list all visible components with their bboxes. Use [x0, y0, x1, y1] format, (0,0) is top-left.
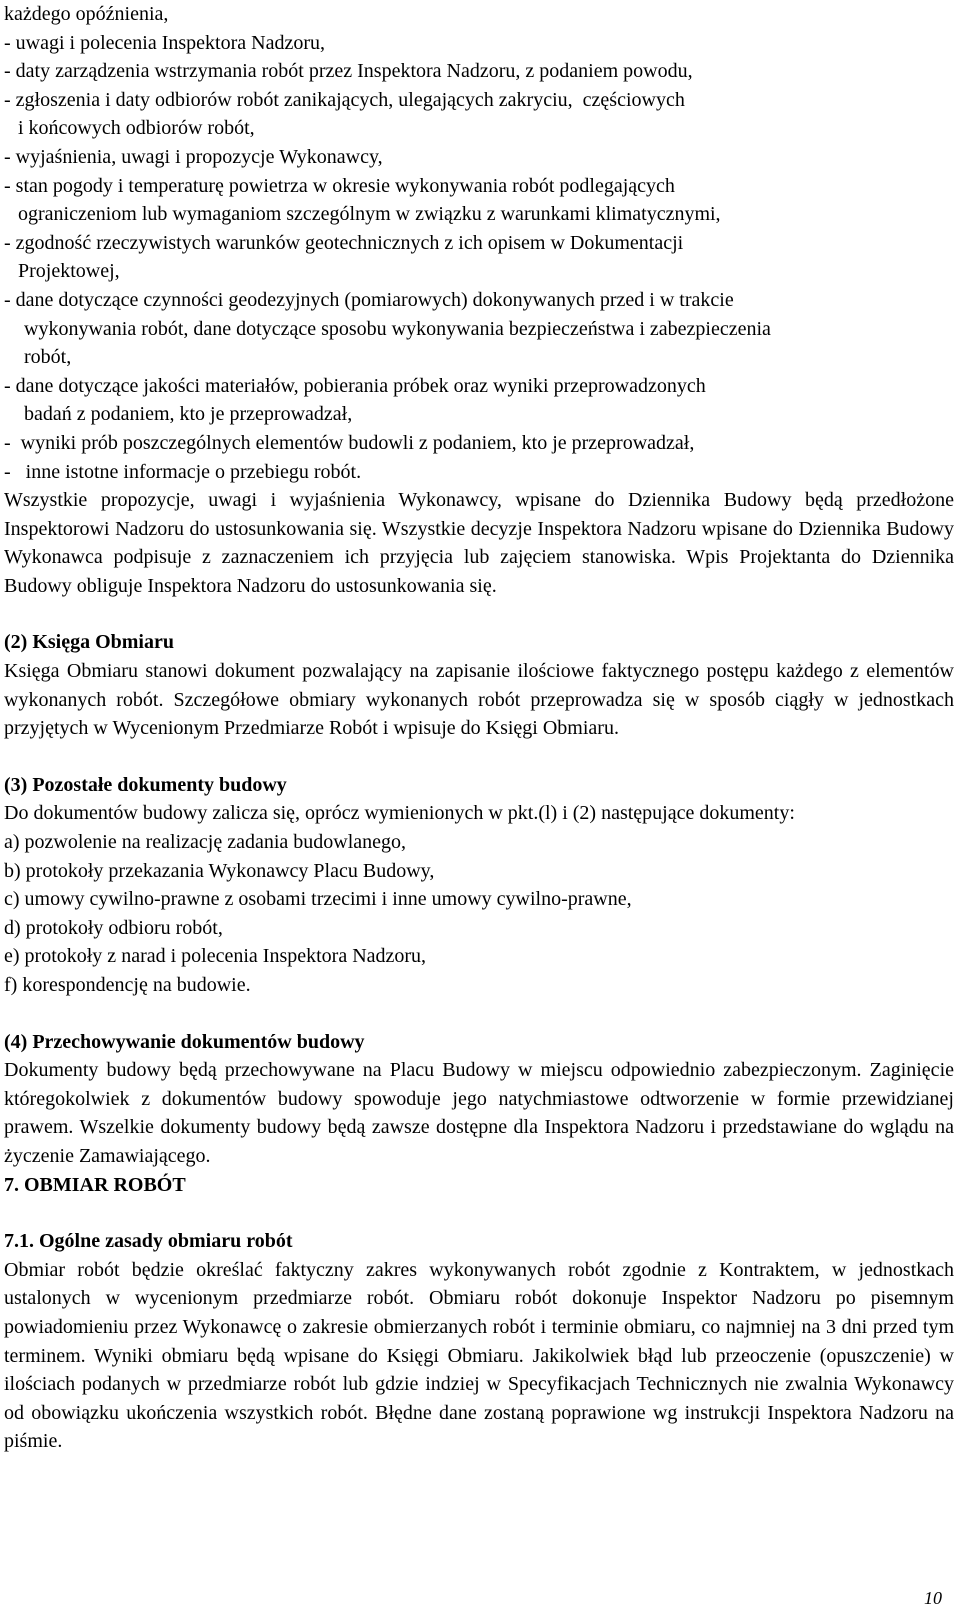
list-item: ograniczeniom lub wymaganiom szczególnym w związku z warunkami klimatycznymi,: [18, 203, 721, 226]
document-list-item: d) protokoły odbioru robót,: [4, 916, 223, 939]
section-2-heading: (2) Księga Obmiaru: [4, 631, 174, 654]
list-item: - inne istotne informacje o przebiegu robót.: [4, 460, 362, 483]
section-7-1-heading: 7.1. Ogólne zasady obmiaru robót: [4, 1230, 293, 1253]
list-item: - dane dotyczące jakości materiałów, pobierania próbek oraz wyniki przeprowadzonych: [4, 374, 706, 397]
list-item: każdego opóźnienia,: [4, 3, 169, 25]
section-4-heading: (4) Przechowywanie dokumentów budowy: [4, 1030, 365, 1053]
list-item: Projektowej,: [18, 260, 120, 283]
document-list-item: f) korespondencję na budowie.: [4, 974, 251, 996]
list-item: - zgłoszenia i daty odbiorów robót zanikających, ulegających zakryciu, częściowych: [4, 88, 685, 111]
list-item: - uwagi i polecenia Inspektora Nadzoru,: [4, 31, 325, 54]
document-page: [4, 0, 954, 1456]
section-3-list: [4, 828, 954, 1000]
section-4-body: Dokumenty budowy będą przechowywane na Placu Budowy w miejscu odpowiednio zabezpieczonym. Zaginięcie któregokolwiek z dokumentów budowy spowoduje jego natychmiastowe odtworzenie w formie przewidzianej prawem. Wszelkie dokumenty budowy będą zawsze dostępne dla Inspektora Nadzoru i przedstawiane do wglądu na życzenie Zamawiającego.: [4, 1059, 954, 1167]
document-list-item: c) umowy cywilno-prawne z osobami trzecimi i inne umowy cywilno-prawne,: [4, 888, 632, 911]
list-item: - zgodność rzeczywistych warunków geotechnicznych z ich opisem w Dokumentacji: [4, 231, 684, 254]
page-number: 10: [924, 1588, 942, 1608]
list-item: - daty zarządzenia wstrzymania robót przez Inspektora Nadzoru, z podaniem powodu,: [4, 60, 693, 83]
list-item: robót,: [24, 346, 72, 369]
list-item: - wyniki prób poszczególnych elementów budowli z podaniem, kto je przeprowadzał,: [4, 431, 695, 454]
list-item: badań z podaniem, kto je przeprowadzał,: [24, 403, 353, 426]
list-item: - dane dotyczące czynności geodezyjnych (pomiarowych) dokonywanych przed i w trakcie: [4, 288, 734, 311]
list-item: - wyjaśnienia, uwagi i propozycje Wykonawcy,: [4, 145, 383, 168]
section-3-intro: Do dokumentów budowy zalicza się, oprócz wymienionych w pkt.(l) i (2) następujące dokumenty:: [4, 802, 795, 825]
section-2-body: Księga Obmiaru stanowi dokument pozwalający na zapisanie ilościowe faktycznego postępu każdego z elementów wykonanych robót. Szczegółowe obmiary wykonanych robót przeprowadza się w sposób ciągły w jednostkach przyjętych w Wycenionym Przedmiarze Robót i wpisuje do Księgi Obmiaru.: [4, 660, 954, 740]
proposals-paragraph: Wszystkie propozycje, uwagi i wyjaśnienia Wykonawcy, wpisane do Dziennika Budowy będą przedłożone Inspektorowi Nadzoru do ustosunkowania się. Wszystkie decyzje Inspektora Nadzoru wpisane do Dziennika Budowy Wykonawca podpisuje z zaznaczeniem ich przyjęcia lub zajęciem stanowiska. Wpis Projektanta do Dziennika Budowy obliguje Inspektora Nadzoru do ustosunkowania się.: [4, 489, 954, 597]
section-7-heading: 7. OBMIAR ROBÓT: [4, 1173, 186, 1196]
diary-entries-list: [4, 0, 954, 486]
section-7-1-body: Obmiar robót będzie określać faktyczny zakres wykonywanych robót zgodnie z Kontraktem, w jednostkach ustalonych w wycenionym przedmiarze robót. Obmiaru robót dokonuje Inspektor Nadzoru po pisemnym powiadomieniu przez Wykonawcę o zakresie obmierzanych robót i terminie obmiaru, co najmniej na 3 dni przed tym terminem. Wyniki obmiaru będą wpisane do Księgi Obmiaru. Jakikolwiek błąd lub przeoczenie (opuszczenie) w ilościach podanych w przedmiarze robót lub gdzie indziej w Specyfikacjach Technicznych nie zwalnia Wykonawcy od obowiązku ukończenia wszystkich robót. Błędne dane zostaną poprawione wg instrukcji Inspektora Nadzoru na piśmie.: [4, 1258, 954, 1453]
document-list-item: b) protokoły przekazania Wykonawcy Placu Budowy,: [4, 859, 435, 882]
section-gap: [4, 600, 954, 628]
section-3-heading: (3) Pozostałe dokumenty budowy: [4, 773, 287, 796]
list-item: wykonywania robót, dane dotyczące sposobu wykonywania bezpieczeństwa i zabezpieczenia: [24, 317, 771, 340]
document-list-item: e) protokoły z narad i polecenia Inspektora Nadzoru,: [4, 945, 427, 968]
section-gap: [4, 1199, 954, 1227]
section-gap: [4, 743, 954, 771]
document-list-item: a) pozwolenie na realizację zadania budowlanego,: [4, 831, 407, 854]
list-item: - stan pogody i temperaturę powietrza w okresie wykonywania robót podlegających: [4, 174, 675, 197]
list-item: i końcowych odbiorów robót,: [18, 117, 255, 140]
section-gap: [4, 1000, 954, 1028]
